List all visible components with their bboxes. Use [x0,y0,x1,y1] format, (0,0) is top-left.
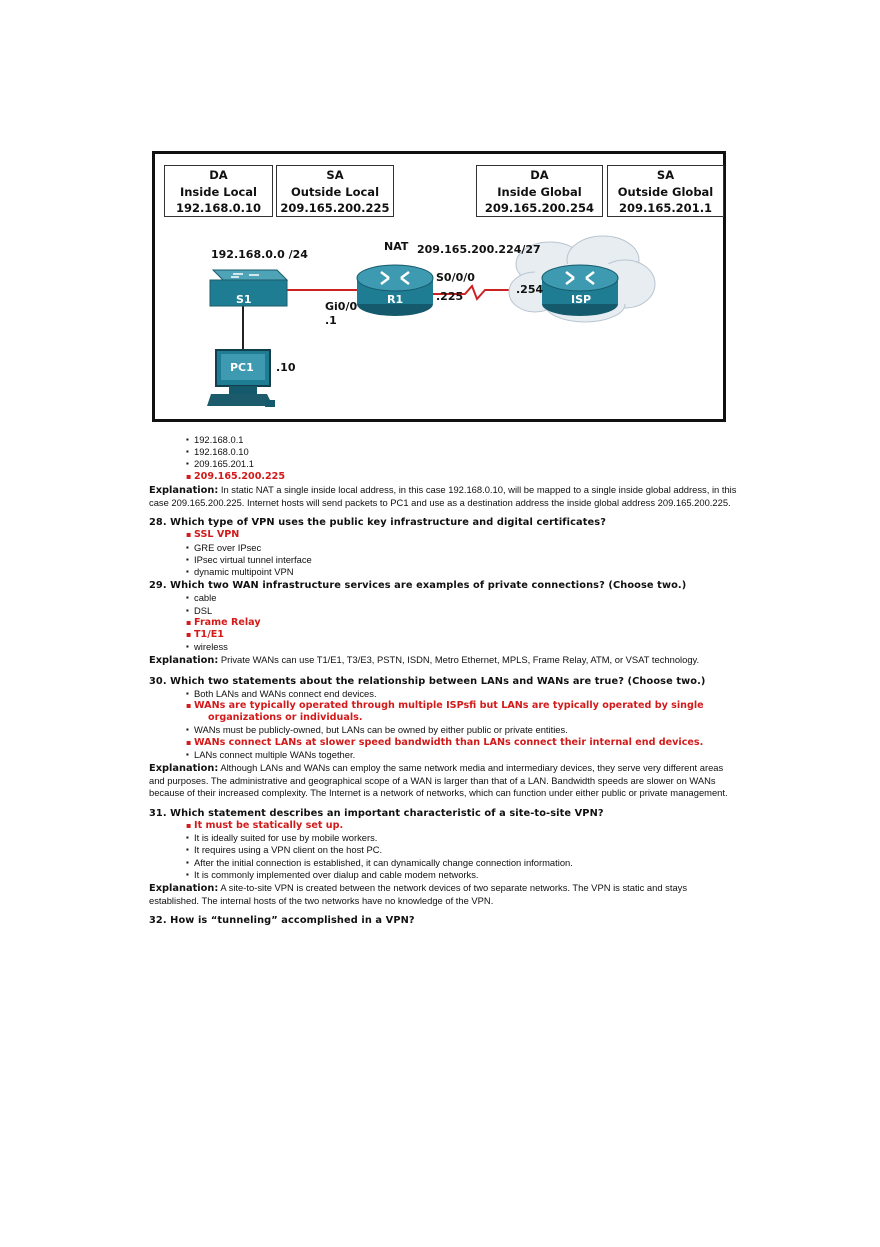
q31-answer-3: ▪ It requires using a VPN client on the host PC. [186,844,739,856]
q29-answer-5: ▪ wireless [186,641,739,653]
q31-question: 31. Which statement describes an important characteristic of a site-to-site VPN? [149,807,604,819]
q27-explanation [149,484,739,509]
router-r1-icon [357,265,433,316]
q32-question: 32. How is “tunneling” accomplished in a VPN? [149,915,415,927]
explanation-text: Private WANs can use T1/E1, T3/E3, PSTN, ISDN, Metro Ethernet, MPLS, Frame Relay, ATM, or VSAT technology. [220,654,700,666]
quiz-content [149,434,739,928]
explanation-label: Explanation: [149,655,219,667]
box-heading: DA [530,168,549,182]
q27-answer-2: ▪ 192.168.0.10 [186,446,739,458]
lan-subnet-label: 192.168.0.0 /24 [211,248,308,261]
box-type: Outside Local [290,184,380,199]
nat-label: NAT [384,240,409,253]
q29-answer-correct-1: ▪ Frame Relay [186,617,739,629]
q30-answer-correct-2: ▪ WANs connect LANs at slower speed bandwidth than LANs connect their internal end devices. [186,737,739,749]
q27-answer-correct: ▪ 209.165.200.225 [186,471,739,483]
gi-interface-label: Gi0/0 [325,300,358,313]
explanation-text: In static NAT a single inside local address, in this case 192.168.0.10, will be mapped to a single inside global address, in this case 209.165.200.225. Internet hosts will send packets to PC1 and use as a destination address the inside global address 209.165.200.225. [149,483,737,509]
q28-answer-4: ▪ dynamic multipoint VPN [186,566,739,578]
q30-question: 30. Which two statements about the relationship between LANs and WANs are true? (Choose two.) [149,675,706,687]
q28-answer-2: ▪ GRE over IPsec [186,542,739,554]
wan-subnet-label: 209.165.200.224/27 [417,243,541,256]
explanation-text: Although LANs and WANs can employ the same network media and intermediary devices, they serve very different areas and purposes. The administrative and geographical scope of a WAN is larger than that of a LAN. Bandwidth speeds are slower on WANs because of their increased complexity. The Internet is a network of networks, which can function under either public or private management. [149,762,728,799]
nat-topology-figure [152,151,726,422]
isp-label: ISP [571,293,592,306]
box-type: Inside Local [179,184,258,199]
box-type: Outside Global [617,184,714,199]
explanation-label: Explanation: [149,484,219,496]
explanation-label: Explanation: [149,882,219,894]
answer-line: WANs are typically operated through multiple ISPsfi but LANs are typically operated by single [194,700,704,712]
box-heading: SA [656,168,675,182]
q27-answer-1: ▪ 192.168.0.1 [186,434,739,446]
q31-answer-correct: ▪ It must be statically set up. [186,820,739,832]
r1-label: R1 [387,293,404,306]
q27-answer-3: ▪ 209.165.201.1 [186,458,739,470]
answer-line-continued: organizations or individuals. [208,712,363,724]
q30-answer-1: ▪ Both LANs and WANs connect end devices. [186,688,739,700]
explanation-label: Explanation: [149,763,219,775]
box-type: Inside Global [497,184,582,199]
q29-answer-1: ▪ cable [186,592,739,604]
q28-answer-3: ▪ IPsec virtual tunnel interface [186,554,739,566]
q28-question: 28. Which type of VPN uses the public key infrastructure and digital certificates? [149,517,606,529]
topology-drawing [155,154,723,419]
pc1-icon [207,350,275,407]
q30-explanation [149,762,739,800]
serial-host-label: .225 [436,290,464,303]
q30-answer-5: ▪ LANs connect multiple WANs together. [186,749,739,761]
q29-answer-correct-2: ▪ T1/E1 [186,629,739,641]
serial-interface-label: S0/0/0 [436,271,475,284]
box-address: 209.165.200.254 [484,201,595,215]
q31-explanation [149,882,739,907]
q30-answer-3: ▪ WANs must be publicly-owned, but LANs can be owned by either public or private entities. [186,724,739,736]
box-heading: DA [209,168,228,182]
q28-answer-correct: ▪ SSL VPN [186,529,739,541]
q29-explanation [149,654,739,667]
box-address: 209.165.201.1 [618,201,713,215]
pc1-label: PC1 [230,361,254,374]
explanation-text: A site-to-site VPN is created between the network devices of two separate networks. The VPN is static and stays established. The internal hosts of the two networks have no knowledge of the VPN. [149,881,688,907]
q30-answer-correct-1 [186,700,739,724]
q29-question: 29. Which two WAN infrastructure services are examples of private connections? (Choose two.) [149,580,687,592]
pc-host-label: .10 [276,361,296,374]
q31-answer-5: ▪ It is commonly implemented over dialup and cable modem networks. [186,869,739,881]
router-isp-icon [542,265,618,316]
box-heading: SA [326,168,344,182]
gi-host-label: .1 [325,314,337,327]
box-address: 209.165.200.225 [280,201,390,215]
q31-answer-4: ▪ After the initial connection is established, it can dynamically change connection information. [186,857,739,869]
q29-answer-2: ▪ DSL [186,605,739,617]
q31-answer-2: ▪ It is ideally suited for use by mobile workers. [186,832,739,844]
isp-host-label: .254 [516,283,544,296]
s1-label: S1 [236,293,252,306]
box-address: 192.168.0.10 [175,201,262,215]
